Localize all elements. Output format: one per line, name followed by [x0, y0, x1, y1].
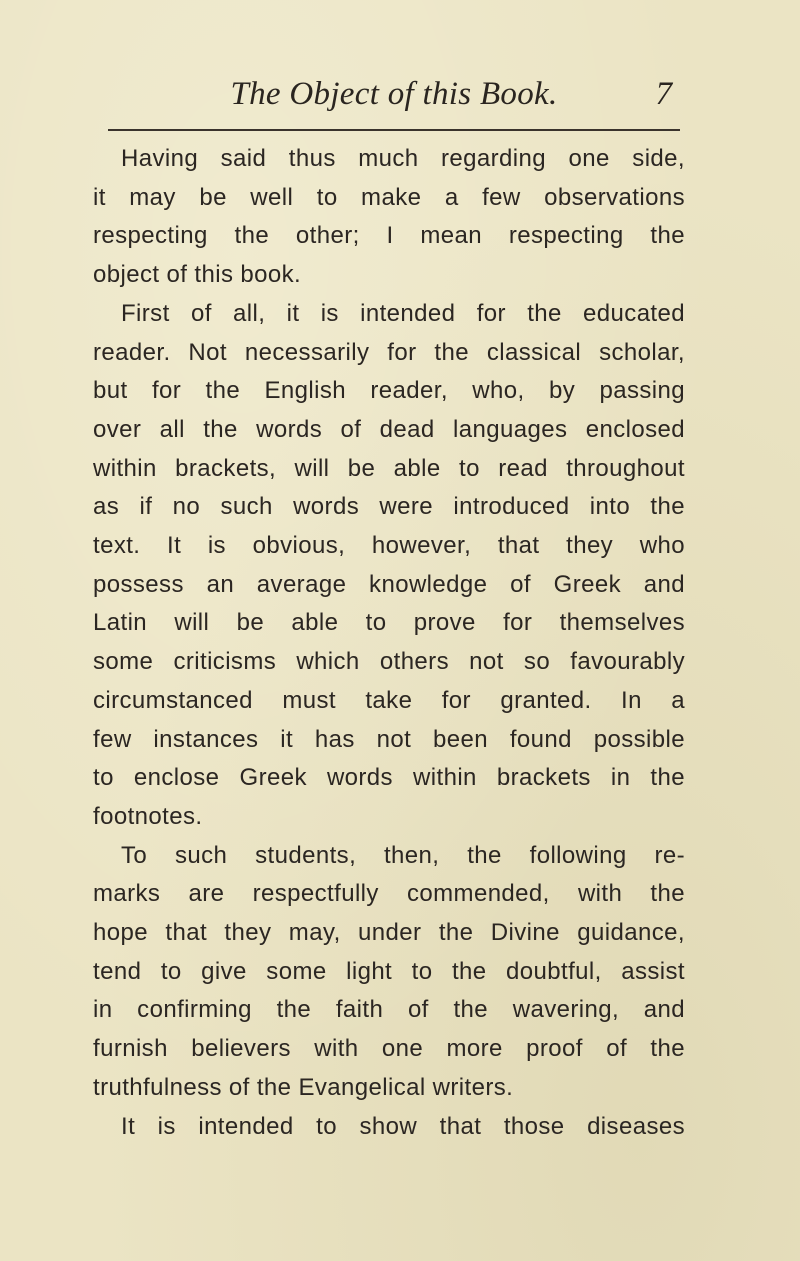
- text-line: some criticisms which others not so favourably: [93, 648, 685, 676]
- text-line: over all the words of dead languages enclosed: [93, 415, 685, 443]
- text-line: It is intended to show that those diseases: [121, 1112, 685, 1140]
- body-text: [65, 140, 685, 1146]
- text-line: object of this book.: [93, 261, 302, 289]
- text-line: Latin will be able to prove for themselves: [93, 609, 685, 637]
- text-line: respecting the other; I mean respecting the: [93, 222, 685, 250]
- text-line: To such students, then, the following re-: [121, 841, 685, 869]
- text-line: tend to give some light to the doubtful, assist: [93, 957, 685, 985]
- text-line: to enclose Greek words within brackets in the: [93, 764, 685, 792]
- text-line: within brackets, will be able to read throughout: [93, 454, 685, 482]
- text-line: footnotes.: [93, 802, 203, 830]
- text-line: truthfulness of the Evangelical writers.: [93, 1073, 514, 1101]
- paragraph: [65, 295, 685, 837]
- text-line: as if no such words were introduced into the: [93, 493, 685, 521]
- paragraph: [65, 140, 685, 295]
- page-number: 7: [655, 76, 672, 112]
- text-line: few instances it has not been found possible: [93, 725, 685, 753]
- text-line: in confirming the faith of the wavering, and: [93, 996, 685, 1024]
- running-title: The Object of this Book.: [230, 76, 558, 112]
- text-line: possess an average knowledge of Greek and: [93, 570, 685, 598]
- text-line: First of all, it is intended for the educated: [121, 299, 685, 327]
- text-line: text. It is obvious, however, that they who: [93, 532, 685, 560]
- text-line: it may be well to make a few observations: [93, 183, 685, 211]
- running-head: [108, 76, 680, 126]
- text-line: furnish believers with one more proof of the: [93, 1035, 685, 1063]
- text-line: circumstanced must take for granted. In a: [93, 686, 685, 714]
- text-line: hope that they may, under the Divine guidance,: [93, 919, 685, 947]
- text-line: marks are respectfully commended, with the: [93, 880, 685, 908]
- paragraph: [65, 1108, 685, 1147]
- header-rule: [108, 129, 680, 131]
- text-line: but for the English reader, who, by passing: [93, 377, 685, 405]
- text-line: reader. Not necessarily for the classical scholar,: [93, 338, 685, 366]
- text-line: Having said thus much regarding one side,: [121, 145, 685, 172]
- paragraph: [65, 837, 685, 1108]
